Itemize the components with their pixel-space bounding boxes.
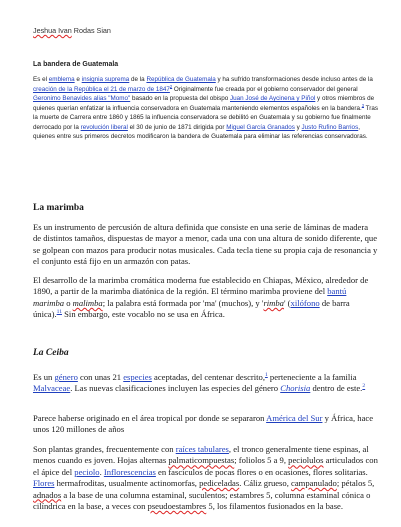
author-line [33, 26, 111, 35]
hyperlink[interactable]: bantú [327, 286, 347, 297]
hyperlink[interactable]: Flores [33, 478, 55, 489]
hyperlink[interactable]: especies [123, 372, 152, 382]
footnote-ref[interactable]: 1 [264, 372, 268, 379]
footnote-ref[interactable]: 2 [362, 383, 366, 390]
paragraph-ceiba-2: Parece haberse originado en el área tropical por donde se separaron América del Sur y África, hace unos 120 millones de años [33, 413, 374, 435]
hyperlink[interactable]: peciolo [74, 466, 100, 477]
section-title-marimba: La marimba [33, 203, 84, 213]
hyperlink[interactable]: Inflorescencias [103, 466, 156, 477]
hyperlink[interactable]: insignia suprema [81, 76, 130, 83]
hyperlink[interactable]: Chorisia [280, 383, 311, 394]
paragraph-flag: Es el emblema e insignia suprema de la República de Guatemala y ha sufrido transformaciones desde incluso antes de la creación de la República el 21 de marzo de 1847$^2$ Originalmente fue creada por el gobierno conservador del general Geronimo Benavides alias "Momo" basado en la propuesta del obispo Juan José de Aycinena y Piñol y otros miembros de quienes querían enfatizar la influencia conservadora en Guatemala manteniendo elementos españoles en la bandera.$^3$ Tras la muerte de Carrera entre 1860 y 1865 la influencia conservadora se debilitó en Guatemala y su gobierno fue finalmente derrocado por la revolución liberal el 30 de junio de 1871 dirigida por Miguel García Granados y Justo Rufino Barrios, quienes entre sus primeros decretos modificaron la bandera de Guatemala para eliminar las referencias conservadoras. [33, 76, 378, 140]
author-last-names: Rodas Sian [71, 26, 111, 35]
footnote-ref[interactable]: 3 [361, 102, 364, 108]
section-title-flag: La bandera de Guatemala [33, 61, 119, 68]
hyperlink[interactable]: revolución liberal [80, 123, 128, 131]
spellcheck-word: peciolulos [288, 455, 324, 466]
author-first-names: Jeshua Ivan [33, 26, 72, 35]
hyperlink[interactable]: emblema [48, 76, 75, 83]
hyperlink[interactable]: Justo Rufino Barrios [301, 123, 359, 131]
hyperlink[interactable]: Miguel García Granados [226, 123, 295, 131]
paragraph-marimba-2: El desarrollo de la marimba cromática moderna fue establecido en Chiapas, México, alrededor de 1890, a partir de la marimba diatónica de la región. El término marimba proviene del bantú marimba o malimba; la palabra está formada por 'ma' (muchos), y 'rimba' (xilófono de barra única).$^{11}$ Sin embargo, este vocablo no se usa en África. [33, 275, 369, 320]
section-title-ceiba: La Ceiba [33, 348, 69, 358]
paragraph-ceiba-3: Son plantas grandes, frecuentemente con raíces tabulares, el tronco generalmente tiene espinas, al menos cuando es joven. Hojas alternas palmaticompuestas; foliolos 5 a 9, peciolulos articulados con el ápice del peciolo. Inflorescencias en fascículos de pocas flores o en ocasiones, flores solitarias. Flores hermafroditas, usualmente actinomorfas, pediceladas. Cáliz grueso, campanulado; pétalos 5, adnados a la base de una columna estaminal, suculentos; estambres 5, columna estaminal cónica o cilíndrica en la base, a veces con pseudoestambres 5, los filamentos fusionados en la base. [33, 444, 378, 512]
paragraph-ceiba-1: Es un género con unas 21 especies aceptadas, del centenar descrito,$^1$ perteneciente a la familia Malvaceae. Las nuevas clasificaciones incluyen las especies del género Chorisia dentro de este.$^2$ [33, 372, 366, 394]
italic-text: marimba [33, 297, 65, 308]
spellcheck-word: malimba [72, 297, 103, 308]
hyperlink[interactable]: Juan José de Aycinena y Piñol [230, 95, 316, 102]
spellcheck-word: campanulado [291, 478, 337, 489]
hyperlink[interactable]: raíces tabulares [175, 444, 229, 454]
hyperlink[interactable]: Malvaceae [33, 383, 71, 394]
spellcheck-word: adnados [33, 489, 62, 500]
spellcheck-word: pediceladas [199, 478, 240, 489]
footnote-ref[interactable]: 2 [169, 83, 173, 89]
hyperlink[interactable]: República de Guatemala [146, 76, 216, 83]
footnote-ref[interactable]: 11 [56, 309, 62, 316]
hyperlink[interactable]: xilófono [290, 297, 320, 308]
hyperlink[interactable]: género [54, 372, 78, 382]
hyperlink[interactable]: Geronimo Benavides alias "Momo" [33, 95, 131, 102]
hyperlink[interactable]: creación de la República el 21 de marzo de 1847 [33, 85, 170, 93]
paragraph-marimba-1: Es un instrumento de percusión de altura definida que consiste en una serie de láminas de madera de distintos tamaños, dispuestas de mayor a menor, cada una con una altura de sonido diferente, que se golpean con mazos para producir notas musicales. Cada tecla tiene su propia caja de resonancia y el conjunto está fijo en un armazón con patas. [33, 222, 378, 267]
spellcheck-word: palmaticompuestas [168, 455, 235, 466]
spellcheck-word: rimba [263, 297, 284, 308]
hyperlink[interactable]: América del Sur [266, 413, 323, 423]
spellcheck-word: pseudoestambres [147, 501, 207, 512]
